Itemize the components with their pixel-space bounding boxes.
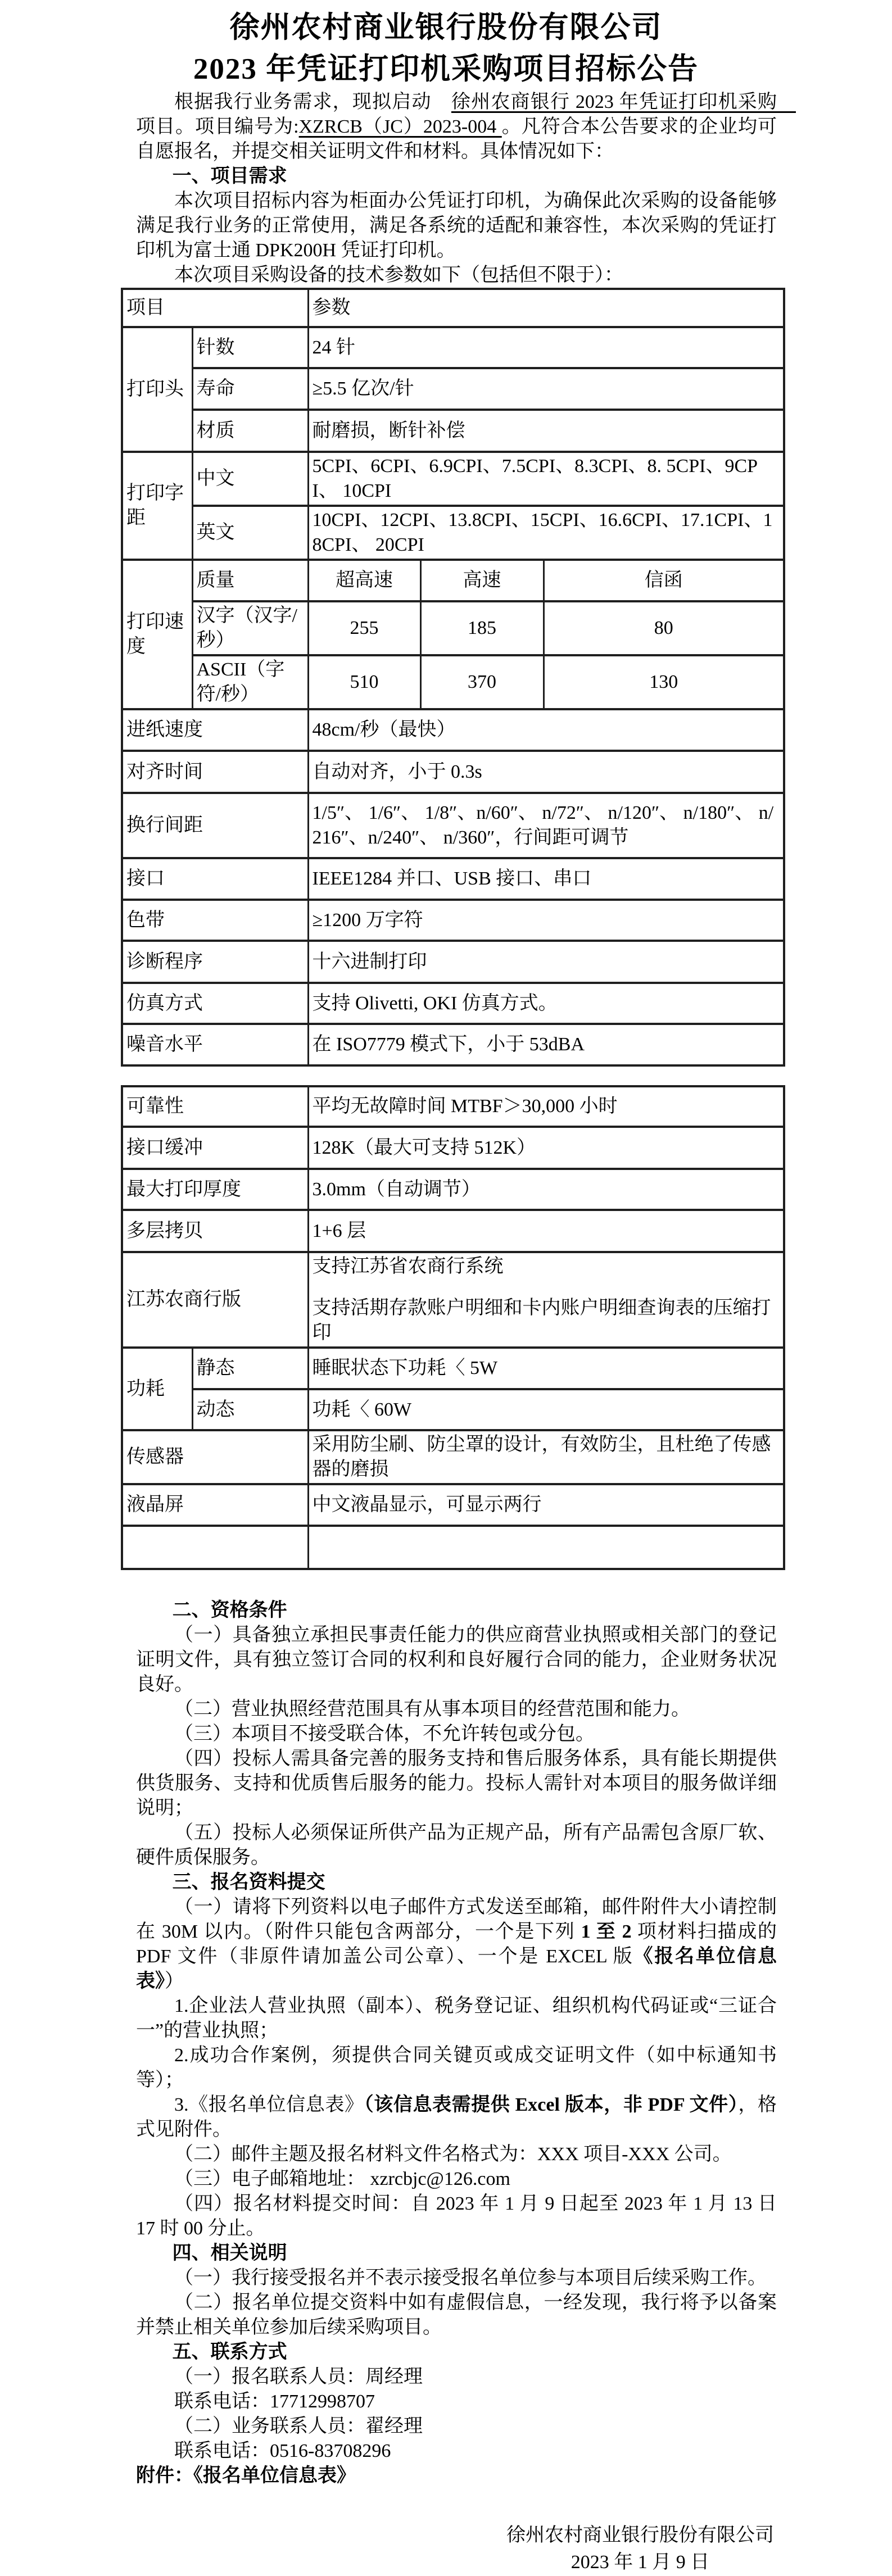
table-row	[122, 1024, 784, 1065]
label-cell: 静态	[192, 1348, 308, 1389]
value-cell: ≥5.5 亿次/针	[308, 368, 784, 410]
value-cell: 3.0mm（自动调节）	[308, 1169, 784, 1210]
section3-item1-bold-formname: 《报名单位信息表》	[136, 1946, 777, 1992]
table-row	[122, 368, 784, 410]
table-row	[122, 327, 784, 368]
table-row	[122, 1127, 784, 1169]
section3-item1-text: 项材料扫描成的 PDF 文件（非原件请加盖公司公章）、一个是 EXCEL 版	[136, 1921, 777, 1967]
speed-col-header: 高速	[420, 560, 544, 601]
intro-tail: 。凡符合本公告要求的企业均可自愿报名，并提交相关证明文件和材料。具体情况如下：	[136, 116, 777, 162]
label-cell: 进纸速度	[122, 709, 308, 751]
section3-subitem-1: 1.企业法人营业执照（副本）、税务登记证、组织机构代码证或“三证合一”的营业执照；	[136, 1996, 777, 2041]
table-row	[122, 410, 784, 452]
label-cell: 江苏农商行版	[122, 1252, 308, 1348]
section3-subitem3-tail: ，格式见附件。	[136, 2094, 777, 2140]
group-cell-speed: 打印速度	[122, 560, 192, 709]
section2-item-2: （二）营业执照经营范围具有从事本项目的经营范围和能力。	[174, 1699, 690, 1720]
value-cell: IEEE1284 并口、USB 接口、串口	[308, 858, 784, 900]
section4-item-2: （二）报名单位提交资料中如有虚假信息，一经发现，我行将予以备案并禁止相关单位参加后续采购项目。	[136, 2292, 777, 2338]
table-row	[122, 452, 784, 506]
label-cell: 液晶屏	[122, 1484, 308, 1526]
value-line1: 支持江苏省农商行系统	[312, 1256, 504, 1277]
intro-mid: 项目。项目编号为:	[136, 116, 299, 137]
label-cell: 质量	[192, 560, 308, 601]
table-row	[122, 858, 784, 900]
header-cell-param: 参数	[308, 289, 784, 327]
table-row	[122, 1086, 784, 1127]
label-cell: 接口缓冲	[122, 1127, 308, 1169]
value-cell: 130	[544, 655, 784, 709]
table-row	[122, 1169, 784, 1210]
section2-item-1: （一）具备独立承担民事责任能力的供应商营业执照或相关部门的登记证明文件，具有独立签订合同的权利和良好履行合同的能力，企业财务状况良好。	[136, 1625, 777, 1695]
intro-project-code-underlined: XZRCB（JC）2023-004	[298, 116, 502, 137]
value-cell: 十六进制打印	[308, 941, 784, 983]
value-cell: 510	[308, 655, 420, 709]
spec-table-1	[121, 288, 785, 1067]
page-title-line1: 徐州农村商业银行股份有限公司	[229, 11, 663, 44]
label-cell: 色带	[122, 900, 308, 941]
label-cell: 仿真方式	[122, 983, 308, 1024]
label-cell: 换行间距	[122, 793, 308, 858]
signature-date: 2023 年 1 月 9 日	[570, 2552, 710, 2573]
group-cell-power: 功耗	[122, 1348, 192, 1430]
group-cell-printhead: 打印头	[122, 327, 192, 452]
section4-heading: 四、相关说明	[172, 2243, 287, 2264]
signature-block	[506, 2522, 774, 2576]
table-row	[122, 1348, 784, 1389]
label-cell: 中文	[192, 452, 308, 506]
contact1-name: （一）报名联系人员：周经理	[174, 2366, 423, 2387]
section3-item1-text: （一）请将下列资料以电子邮件方式发送至邮箱，邮件附件大小请控制在 30M 以内。（附件只能包含两部分，一个是下列	[136, 1897, 777, 1942]
contact2-name: （二）业务联系人员：翟经理	[174, 2416, 423, 2437]
section4-item-1: （一）我行接受报名并不表示接受报名单位参与本项目后续采购工作。	[174, 2267, 767, 2288]
value-cell: 24 针	[308, 327, 784, 368]
table-row	[122, 1484, 784, 1526]
label-cell: 传感器	[122, 1430, 308, 1484]
section2-item-5: （五）投标人必须保证所供产品为正规产品，所有产品需包含原厂软、硬件质保服务。	[136, 1822, 777, 1868]
table-row	[122, 1210, 784, 1252]
section3-subitem-2: 2.成功合作案例，须提供合同关键页或成交证明文件（如中标通知书等）；	[136, 2045, 777, 2090]
section3-subitem3-text: 3.《报名单位信息表》	[174, 2094, 364, 2115]
value-cell: 255	[308, 601, 420, 655]
value-cell: 1/5″、 1/6″、 1/8″、n/60″、 n/72″、 n/120″、 n/180″、 n/216″、n/240″、 n/360″，行间距可调节	[308, 793, 784, 858]
label-cell: 英文	[192, 506, 308, 560]
table-row	[122, 601, 784, 655]
label-cell: 诊断程序	[122, 941, 308, 983]
empty-cell	[122, 1526, 308, 1569]
speed-col-header: 超高速	[308, 560, 420, 601]
table-row	[122, 793, 784, 858]
section3-subitem-3	[136, 2093, 777, 2142]
contact1-phone: 联系电话：17712998707	[174, 2391, 375, 2412]
section2-item-4: （四）投标人需具备完善的服务支持和售后服务体系，具有能长期提供供货服务、支持和优质售后服务的能力。投标人需针对本项目的服务做详细说明；	[136, 1748, 777, 1818]
table-row	[122, 506, 784, 560]
value-cell: 支持 Olivetti, OKI 仿真方式。	[308, 983, 784, 1024]
table-row	[122, 1252, 784, 1348]
value-cell: 10CPI、12CPI、13.8CPI、15CPI、16.6CPI、17.1CPI、18CPI、 20CPI	[308, 506, 784, 560]
section3-item1-text: ）	[165, 1971, 184, 1992]
table-row	[122, 751, 784, 793]
attachment-line: 附件：《报名单位信息表》	[136, 2465, 356, 2486]
contact2-phone: 联系电话：0516-83708296	[174, 2441, 391, 2461]
empty-cell	[308, 1526, 784, 1569]
value-cell: 耐磨损，断针补偿	[308, 410, 784, 452]
section5-heading: 五、联系方式	[172, 2342, 287, 2362]
label-cell: 噪音水平	[122, 1024, 308, 1065]
value-cell: 1+6 层	[308, 1210, 784, 1252]
section3-item-4-deadline: （四）报名材料提交时间：自 2023 年 1 月 9 日起至 2023 年 1 月 13 日 17 时 00 分止。	[136, 2193, 777, 2239]
table-row	[122, 941, 784, 983]
value-cell: 睡眠状态下功耗〈 5W	[308, 1348, 784, 1389]
section2-heading: 二、资格条件	[172, 1600, 287, 1621]
section3-item1-bold-range: 1 至 2	[581, 1921, 632, 1942]
value-cell: 5CPI、6CPI、6.9CPI、7.5CPI、8.3CPI、8. 5CPI、9CPI、 10CPI	[308, 452, 784, 506]
value-cell: 采用防尘刷、防尘罩的设计，有效防尘，且杜绝了传感器的磨损	[308, 1430, 784, 1484]
label-cell: 寿命	[192, 368, 308, 410]
label-cell: 动态	[192, 1389, 308, 1430]
intro-lead: 根据我行业务需求，现拟启动	[174, 92, 451, 112]
value-cell: 48cm/秒（最快）	[308, 709, 784, 751]
value-cell	[308, 1252, 784, 1348]
document-body	[136, 90, 796, 288]
table-row	[122, 900, 784, 941]
table-row	[122, 1389, 784, 1430]
speed-col-header: 信函	[544, 560, 784, 601]
intro-paragraph	[136, 90, 796, 164]
section3-subitem3-bold: （该信息表需提供 Excel 版本，非 PDF 文件）	[364, 2094, 739, 2115]
spec-table-2	[121, 1085, 785, 1570]
label-cell: 最大打印厚度	[122, 1169, 308, 1210]
section3-item-2: （二）邮件主题及报名材料文件名格式为：XXX 项目-XXX 公司。	[174, 2144, 732, 2165]
label-cell: 汉字（汉字/秒）	[192, 601, 308, 655]
value-line2: 支持活期存款账户明细和卡内账户明细查询表的压缩打印	[312, 1298, 771, 1343]
section2-item-3: （三）本项目不接受联合体，不允许转包或分包。	[174, 1724, 595, 1744]
signature-company: 徐州农村商业银行股份有限公司	[506, 2525, 774, 2546]
value-cell: 在 ISO7779 模式下，小于 53dBA	[308, 1024, 784, 1065]
value-cell: 185	[420, 601, 544, 655]
document-body-lower	[136, 1598, 777, 2488]
label-cell: ASCII（字符/秒）	[192, 655, 308, 709]
section1-paragraph1: 本次项目招标内容为柜面办公凭证打印机，为确保此次采购的设备能够满足我行业务的正常使用，满足各系统的适配和兼容性，本次采购的凭证打印机为富士通 DPK200H 凭证打印机。	[136, 191, 777, 261]
group-cell-pitch: 打印字距	[122, 452, 192, 560]
table-row	[122, 560, 784, 601]
table-row	[122, 709, 784, 751]
table-gap	[0, 1067, 892, 1085]
label-cell: 接口	[122, 858, 308, 900]
label-cell: 对齐时间	[122, 751, 308, 793]
section1-paragraph2: 本次项目采购设备的技术参数如下（包括但不限于）：	[174, 265, 623, 285]
table-row	[122, 983, 784, 1024]
value-cell: 中文液晶显示，可显示两行	[308, 1484, 784, 1526]
section1-heading: 一、项目需求	[172, 166, 287, 187]
value-cell: 370	[420, 655, 544, 709]
value-cell: ≥1200 万字符	[308, 900, 784, 941]
table-row-empty	[122, 1526, 784, 1569]
value-cell: 自动对齐，小于 0.3s	[308, 751, 784, 793]
label-cell: 材质	[192, 410, 308, 452]
section3-item-1	[136, 1895, 777, 1994]
value-cell: 128K（最大可支持 512K）	[308, 1127, 784, 1169]
header-cell-item: 项目	[122, 289, 308, 327]
value-cell: 80	[544, 601, 784, 655]
table-header-row	[122, 289, 784, 327]
section3-item-3-email: （三）电子邮箱地址： xzrcbjc@126.com	[174, 2169, 510, 2189]
page-title-line2: 2023 年凭证打印机采购项目招标公告	[193, 53, 699, 85]
section3-heading: 三、报名资料提交	[172, 1872, 325, 1893]
value-cell: 平均无故障时间 MTBF＞30,000 小时	[308, 1086, 784, 1127]
intro-project-name-underlined: 徐州农商银行 2023 年凭证打印机采购	[451, 92, 796, 112]
label-cell: 多层拷贝	[122, 1210, 308, 1252]
table-row	[122, 1430, 784, 1484]
table-row	[122, 655, 784, 709]
value-cell: 功耗〈 60W	[308, 1389, 784, 1430]
label-cell: 针数	[192, 327, 308, 368]
label-cell: 可靠性	[122, 1086, 308, 1127]
